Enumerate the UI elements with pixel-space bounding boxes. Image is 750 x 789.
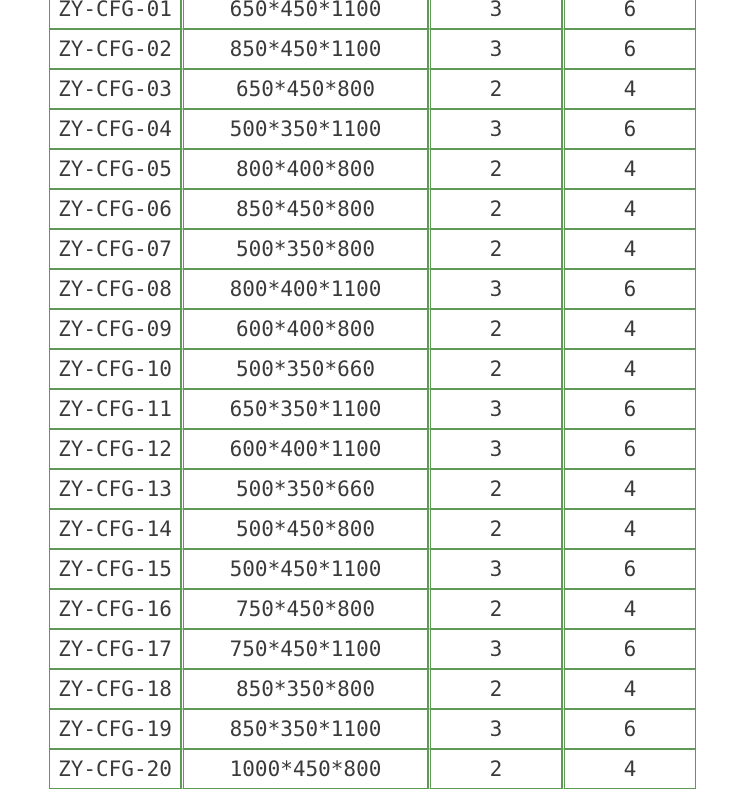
dimensions-cell: 500*350*660 [181, 469, 428, 509]
dimensions-cell: 650*450*1100 [181, 0, 428, 29]
value-b-cell: 4 [562, 309, 696, 349]
table-row [49, 669, 696, 709]
value-a-cell: 3 [428, 109, 562, 149]
value-b-cell: 6 [562, 429, 696, 469]
value-a-cell: 2 [428, 349, 562, 389]
dimensions-cell: 850*450*800 [181, 189, 428, 229]
value-b-cell: 6 [562, 549, 696, 589]
dimensions-cell: 850*450*1100 [181, 29, 428, 69]
value-b-cell: 4 [562, 189, 696, 229]
model-code-cell: ZY-CFG-15 [49, 549, 181, 589]
value-b-cell: 4 [562, 229, 696, 269]
value-b-cell: 4 [562, 589, 696, 629]
table-row [49, 69, 696, 109]
value-b-cell: 4 [562, 349, 696, 389]
model-code-cell: ZY-CFG-07 [49, 229, 181, 269]
dimensions-cell: 650*450*800 [181, 69, 428, 109]
table-row [49, 549, 696, 589]
table-row [49, 629, 696, 669]
spec-table [49, 0, 696, 789]
model-code-cell: ZY-CFG-06 [49, 189, 181, 229]
value-b-cell: 6 [562, 269, 696, 309]
model-code-cell: ZY-CFG-01 [49, 0, 181, 29]
table-row [49, 749, 696, 789]
table-row [49, 509, 696, 549]
dimensions-cell: 1000*450*800 [181, 749, 428, 789]
model-code-cell: ZY-CFG-11 [49, 389, 181, 429]
dimensions-cell: 500*450*800 [181, 509, 428, 549]
model-code-cell: ZY-CFG-04 [49, 109, 181, 149]
value-a-cell: 3 [428, 269, 562, 309]
dimensions-cell: 850*350*800 [181, 669, 428, 709]
dimensions-cell: 500*350*660 [181, 349, 428, 389]
dimensions-cell: 800*400*1100 [181, 269, 428, 309]
dimensions-cell: 500*350*800 [181, 229, 428, 269]
model-code-cell: ZY-CFG-18 [49, 669, 181, 709]
table-row [49, 189, 696, 229]
table-row [49, 429, 696, 469]
table-row [49, 0, 696, 29]
value-a-cell: 3 [428, 389, 562, 429]
dimensions-cell: 850*350*1100 [181, 709, 428, 749]
model-code-cell: ZY-CFG-14 [49, 509, 181, 549]
model-code-cell: ZY-CFG-08 [49, 269, 181, 309]
value-a-cell: 2 [428, 469, 562, 509]
value-b-cell: 6 [562, 709, 696, 749]
value-b-cell: 4 [562, 469, 696, 509]
value-b-cell: 6 [562, 0, 696, 29]
value-b-cell: 4 [562, 749, 696, 789]
value-b-cell: 4 [562, 509, 696, 549]
model-code-cell: ZY-CFG-20 [49, 749, 181, 789]
table-row [49, 109, 696, 149]
table-row [49, 469, 696, 509]
value-a-cell: 2 [428, 669, 562, 709]
dimensions-cell: 500*450*1100 [181, 549, 428, 589]
value-a-cell: 3 [428, 29, 562, 69]
table-row [49, 389, 696, 429]
model-code-cell: ZY-CFG-02 [49, 29, 181, 69]
model-code-cell: ZY-CFG-10 [49, 349, 181, 389]
value-a-cell: 2 [428, 589, 562, 629]
value-a-cell: 3 [428, 629, 562, 669]
model-code-cell: ZY-CFG-12 [49, 429, 181, 469]
model-code-cell: ZY-CFG-03 [49, 69, 181, 109]
value-b-cell: 6 [562, 629, 696, 669]
value-a-cell: 2 [428, 69, 562, 109]
value-a-cell: 3 [428, 549, 562, 589]
value-a-cell: 2 [428, 309, 562, 349]
dimensions-cell: 650*350*1100 [181, 389, 428, 429]
table-row [49, 589, 696, 629]
value-b-cell: 4 [562, 669, 696, 709]
model-code-cell: ZY-CFG-17 [49, 629, 181, 669]
value-b-cell: 4 [562, 149, 696, 189]
table-row [49, 349, 696, 389]
value-b-cell: 6 [562, 389, 696, 429]
dimensions-cell: 750*450*800 [181, 589, 428, 629]
value-a-cell: 2 [428, 749, 562, 789]
spec-table-body [49, 0, 696, 789]
value-a-cell: 2 [428, 189, 562, 229]
table-row [49, 149, 696, 189]
dimensions-cell: 500*350*1100 [181, 109, 428, 149]
dimensions-cell: 600*400*1100 [181, 429, 428, 469]
model-code-cell: ZY-CFG-05 [49, 149, 181, 189]
model-code-cell: ZY-CFG-19 [49, 709, 181, 749]
value-a-cell: 3 [428, 429, 562, 469]
table-row [49, 229, 696, 269]
table-row [49, 309, 696, 349]
value-a-cell: 2 [428, 509, 562, 549]
dimensions-cell: 600*400*800 [181, 309, 428, 349]
model-code-cell: ZY-CFG-16 [49, 589, 181, 629]
value-a-cell: 3 [428, 0, 562, 29]
spec-table-container [49, 0, 696, 789]
table-row [49, 269, 696, 309]
value-b-cell: 6 [562, 29, 696, 69]
dimensions-cell: 750*450*1100 [181, 629, 428, 669]
value-b-cell: 4 [562, 69, 696, 109]
value-a-cell: 3 [428, 709, 562, 749]
table-row [49, 29, 696, 69]
table-row [49, 709, 696, 749]
value-b-cell: 6 [562, 109, 696, 149]
model-code-cell: ZY-CFG-13 [49, 469, 181, 509]
value-a-cell: 2 [428, 149, 562, 189]
model-code-cell: ZY-CFG-09 [49, 309, 181, 349]
dimensions-cell: 800*400*800 [181, 149, 428, 189]
value-a-cell: 2 [428, 229, 562, 269]
